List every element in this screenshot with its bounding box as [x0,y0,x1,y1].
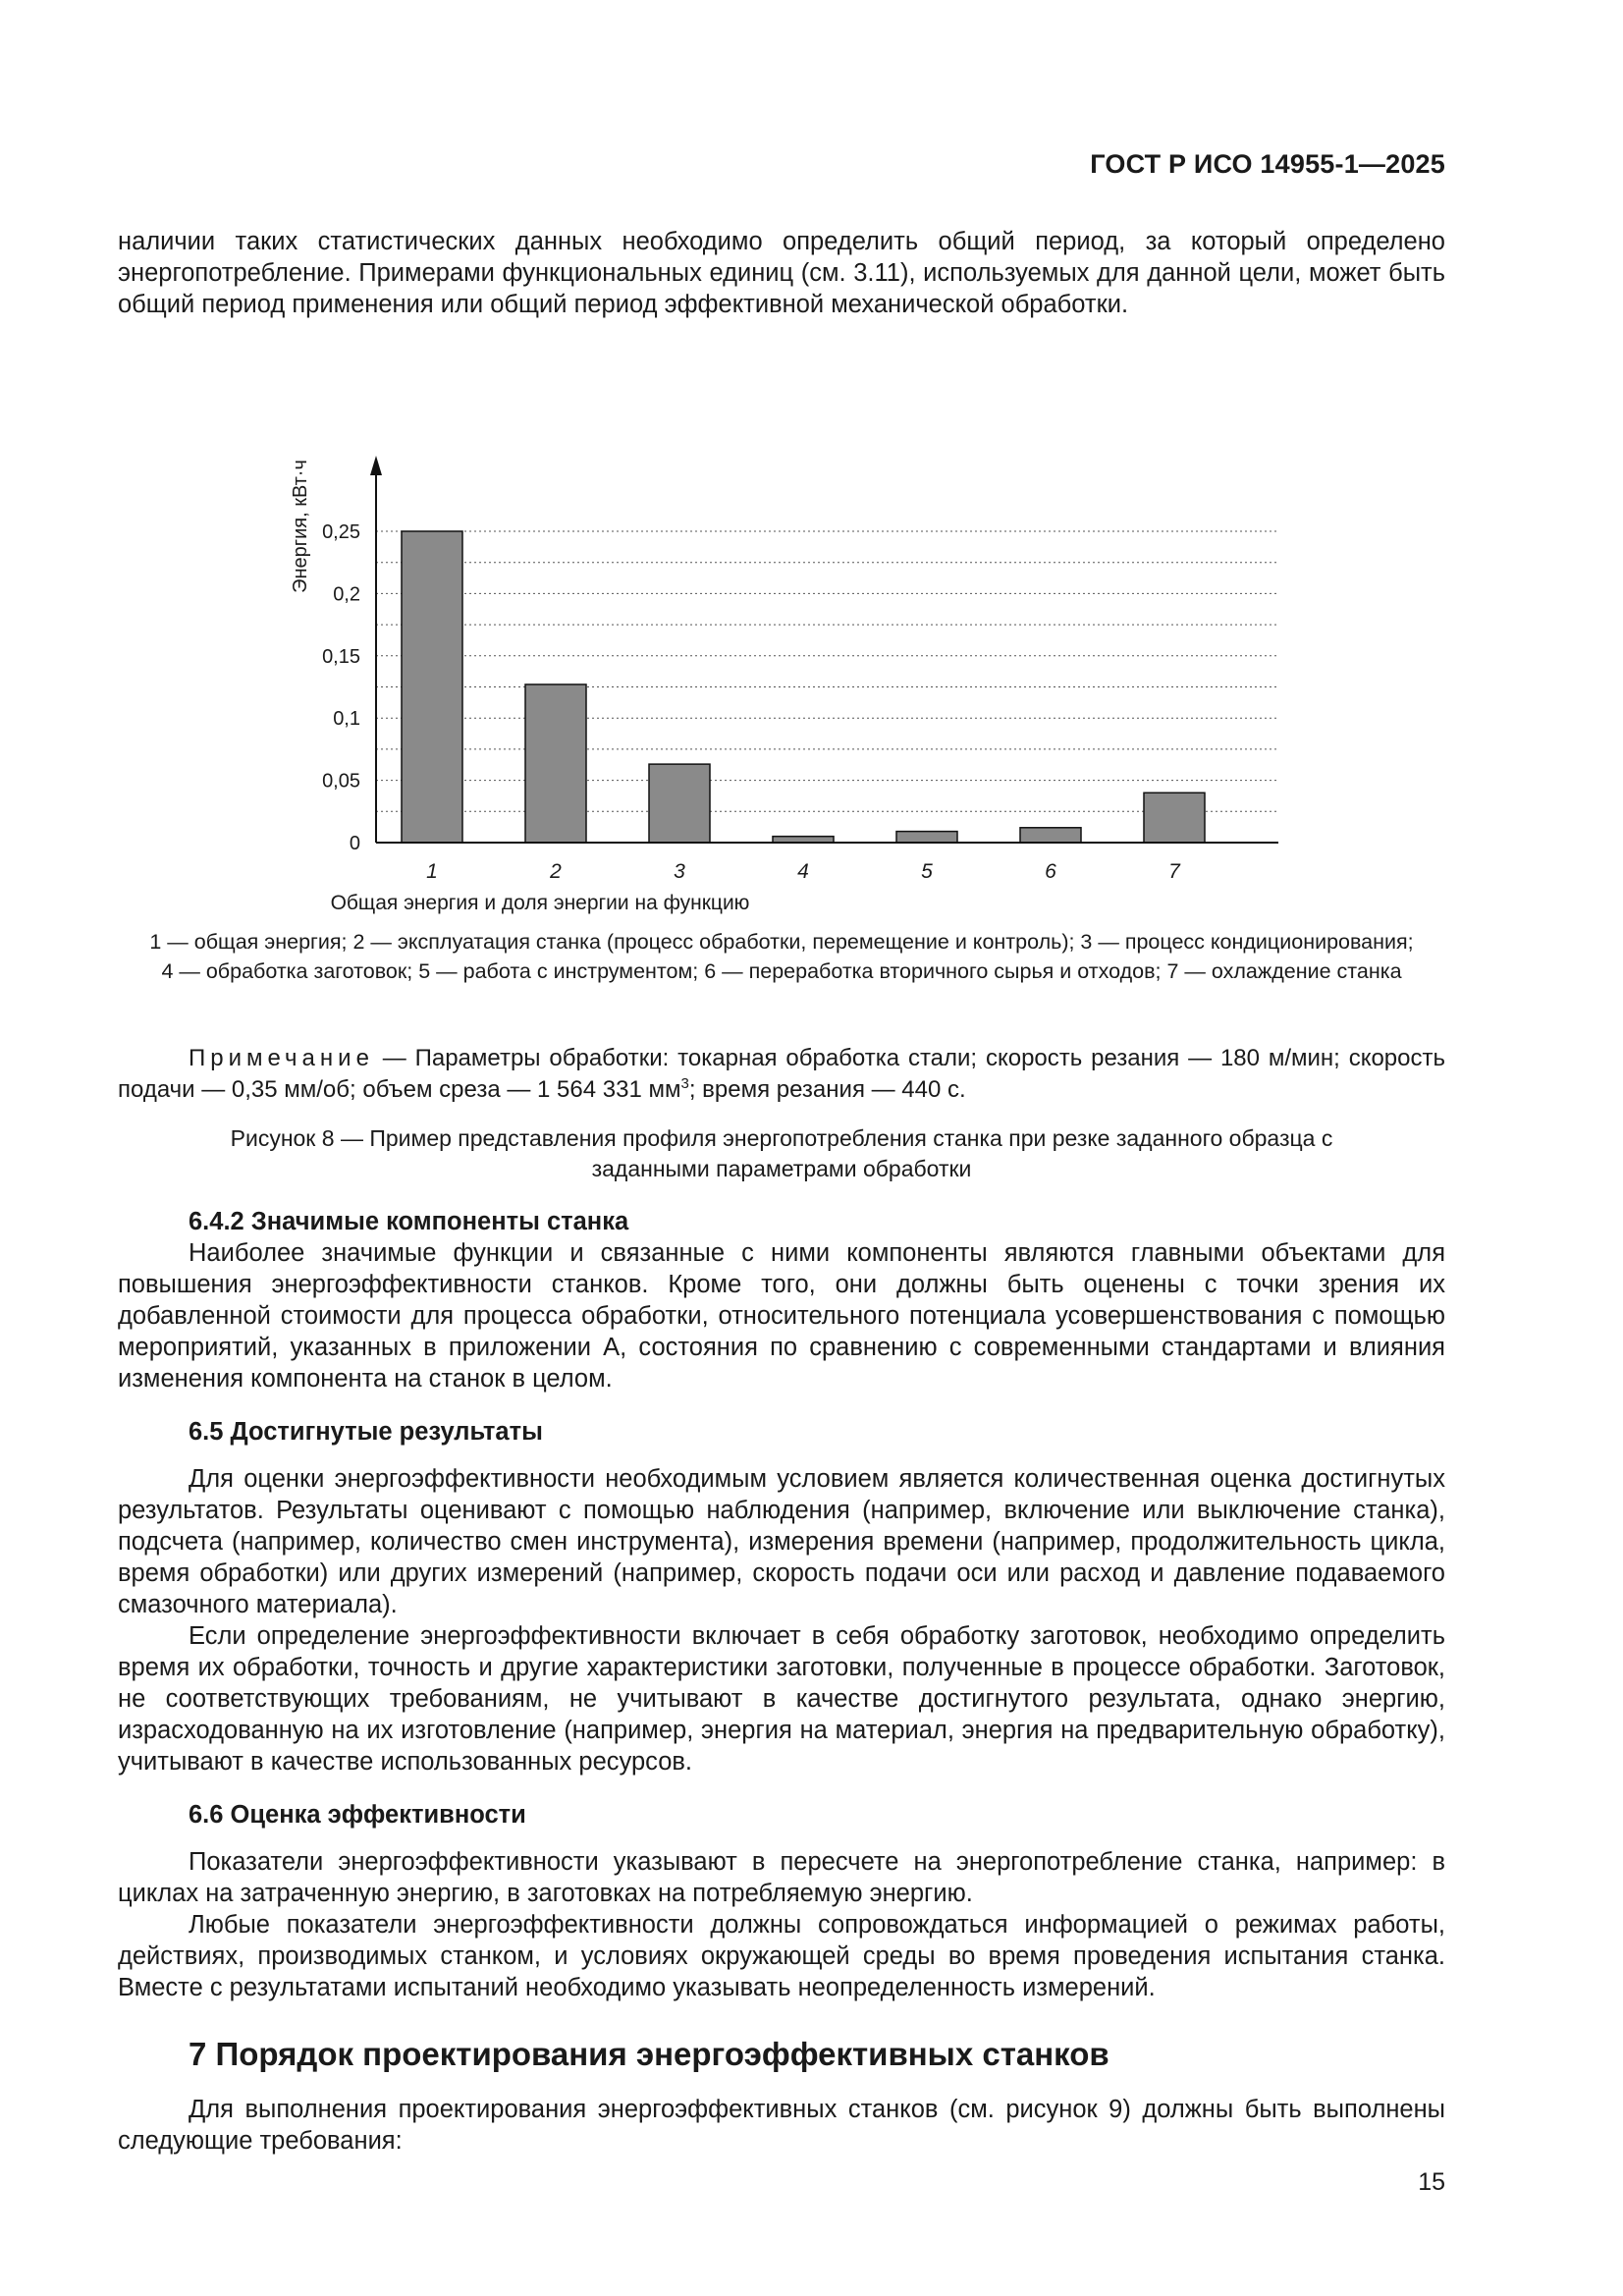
bar-chart [118,340,1445,919]
section-7-paragraph-1: Для выполнения проектирования энергоэффективных станков (см. рисунок 9) должны быть выполнены следующие требования: [118,2096,1445,2155]
x-tick-label: 4 [797,860,809,883]
note-tail: ; время резания — 440 с. [688,1076,966,1103]
section-6-5-title: 6.5 Достигнутые результаты [189,1418,543,1446]
x-tick-label: 6 [1045,860,1056,883]
figure-legend [118,927,1445,986]
section-6-6-title: 6.6 Оценка эффективности [189,1801,526,1829]
y-axis-arrow [370,456,382,475]
x-tick-label: 2 [550,860,562,883]
bar-6 [1020,828,1081,843]
note-lead: Примечание [189,1045,374,1071]
y-tick-label: 0,1 [333,708,360,731]
x-tick-label: 1 [426,860,438,883]
y-axis-label: Энергия, кВт·ч [290,460,311,593]
x-tick-labels [426,860,1181,883]
y-tick-label: 0,15 [322,645,360,668]
page-number: 15 [1418,2168,1445,2196]
figure-caption: Рисунок 8 — Пример представления профиля энергопотребления станка при резке заданного образца с заданными параметрами обработки [230,1125,1333,1181]
axes [370,456,1278,843]
bar-5 [896,832,957,843]
y-tick-label: 0,25 [322,521,360,543]
y-tick-label: 0 [349,833,360,854]
legend-line-1: 1 — общая энергия; 2 — эксплуатация станка (процесс обработки, перемещение и контроль); 3 — процесс кондиционирования; [149,930,1414,954]
y-tick-label: 0,2 [333,583,360,606]
note-superscript: 3 [680,1075,689,1092]
grid-lines [376,531,1278,811]
x-tick-label: 3 [674,860,685,883]
note-text: — Параметры обработки: токарная обработка стали; скорость резания — 180 м/мин; скорость подачи — 0,35 мм/об; объем среза — 1 564 331 мм [118,1045,1445,1103]
x-tick-label: 5 [921,860,933,883]
x-tick-label: 7 [1168,860,1180,883]
section-6-5-paragraph-2: Если определение энергоэффективности включает в себя обработку заготовок, необходимо определить время их обработки, точность и другие характеристики заготовки, полученные в процессе обработки. Заготовок, не соответствующих требованиям, не учитывают в качестве достигнутого результата, однако энергию, израсходованную на их изготовление (например, энергия на материал, энергия на предварительную обработку), учитывают в качестве использованных ресурсов. [118,1622,1445,1776]
y-tick-label: 0,05 [322,770,360,793]
x-axis-label: Общая энергия и доля энергии на функцию [330,892,750,914]
figure-note [118,1043,1445,1106]
section-6-6-paragraph-2: Любые показатели энергоэффективности должны сопровождаться информацией о режимах работы, действиях, производимых станком, и условиях окружающей среды во время проведения испытания станка. Вместе с результатами испытаний необходимо указывать неопределенность измерений. [118,1911,1445,2001]
y-tick-labels [322,521,360,854]
section-6-4-2-body: Наиболее значимые функции и связанные с ними компоненты являются главными объектами для повышения энергоэффективности станков. Кроме того, они должны быть оценены с точки зрения их добавленной стоимости для процесса обработки, относительного потенциала усовершенствования с помощью мероприятий, указанных в приложении А, состояния по сравнению с современными стандартами и влияния изменения компонента на станок в целом. [118,1239,1445,1393]
figure-8-chart [118,340,1445,983]
intro-paragraph: наличии таких статистических данных необходимо определить общий период, за который определено энергопотребление. Примерами функциональных единиц (см. 3.11), используемых для данной цели, может быть общий период применения или общий период эффективной механической обработки. [118,228,1445,318]
section-6-4-2-title: 6.4.2 Значимые компоненты станка [189,1208,629,1235]
section-7-title: 7 Порядок проектирования энергоэффективных станков [189,2036,1109,2072]
bar-2 [525,684,586,843]
section-6-6-paragraph-1: Показатели энергоэффективности указывают в пересчете на энергопотребление станка, например: в циклах на затраченную энергию, в заготовках на потребляемую энергию. [118,1848,1445,1907]
section-6-5-paragraph-1: Для оценки энергоэффективности необходимым условием является количественная оценка достигнутых результатов. Результаты оценивают с помощью наблюдения (например, включение или выключение станка), подсчета (например, количество смен инструмента), измерения времени (например, продолжительность цикла, время обработки) или других измерений (например, скорость подачи оси или расход и давление подаваемого смазочного материала). [118,1465,1445,1618]
bar-1 [402,531,462,843]
document-id-header: ГОСТ Р ИСО 14955-1—2025 [1090,149,1445,179]
bar-7 [1144,793,1205,843]
legend-line-2: 4 — обработка заготовок; 5 — работа с инструментом; 6 — переработка вторичного сырья и отходов; 7 — охлаждение станка [161,959,1402,983]
page-content [118,226,1445,2157]
bar-3 [649,764,710,843]
